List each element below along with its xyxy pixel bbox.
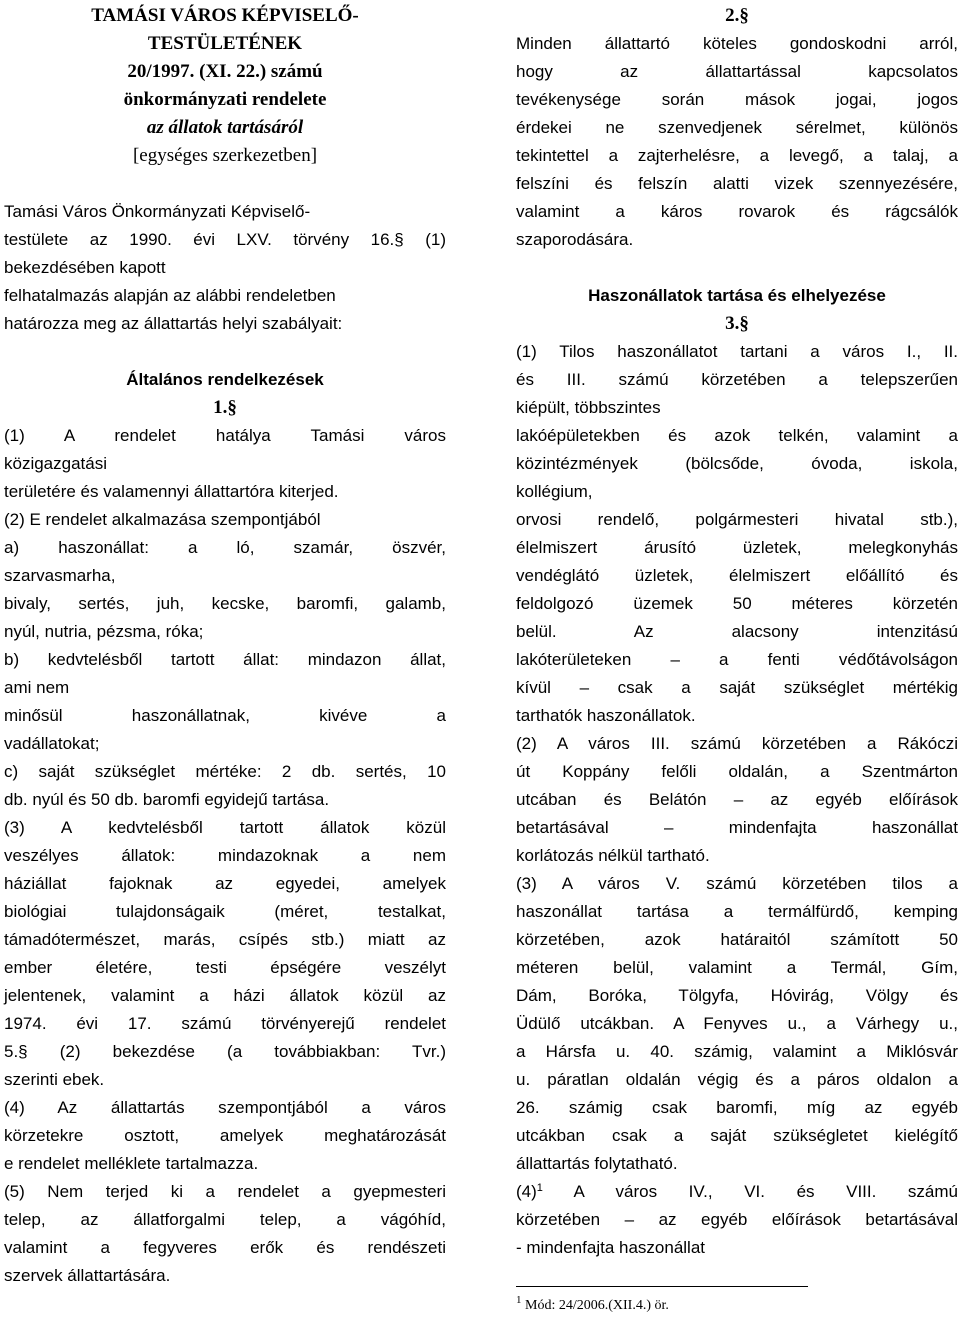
text-line: valamint a káros rovarok és rágcsálók bbox=[516, 202, 958, 221]
footnote-separator bbox=[516, 1286, 808, 1287]
text-line: veszélyes állatok: mindazoknak a nem bbox=[4, 846, 446, 865]
text-line: szarvasmarha, bbox=[4, 566, 116, 585]
footnote-marker: 1 bbox=[516, 1294, 522, 1306]
text-line: feldolgozó üzemek 50 méteres körzetén bbox=[516, 594, 958, 613]
preamble-line: felhatalmazás alapján az alábbi rendeletben bbox=[4, 286, 336, 305]
section-number: 2.§ bbox=[725, 5, 749, 26]
text-line: és III. számú körzetében a telepszerűen bbox=[516, 370, 958, 389]
section-number: 1.§ bbox=[213, 397, 237, 418]
text-line: (3) A város V. számú körzetében tilos a bbox=[516, 874, 958, 893]
text-line: Minden állattartó köteles gondoskodni arról, bbox=[516, 34, 958, 53]
section-number: 3.§ bbox=[725, 313, 749, 334]
text-line: valamint a fegyveres erők és rendészeti bbox=[4, 1238, 446, 1257]
text-line: u. páratlan oldalán végig és a páros oldalon a bbox=[516, 1070, 958, 1089]
preamble-line: bekezdésében kapott bbox=[4, 258, 166, 277]
text-line: közintézmények (bölcsőde, óvoda, iskola, bbox=[516, 454, 958, 473]
preamble-line: határozza meg az állattartás helyi szabályait: bbox=[4, 314, 343, 333]
text-line: e rendelet melléklete tartalmazza. bbox=[4, 1154, 259, 1173]
text-line: a Hársfa u. 40. számig, valamint a Miklósvár bbox=[516, 1042, 958, 1061]
text-line: méteren belül, valamint a Termál, Gím, bbox=[516, 958, 958, 977]
text-line: háziállat fajoknak az egyedei, amelyek bbox=[4, 874, 446, 893]
text-line: közigazgatási bbox=[4, 454, 108, 473]
text-line: jelentenek, valamint a házi állatok közül az bbox=[4, 986, 446, 1005]
text-line: lakóépületekben és azok telkén, valamint a bbox=[516, 426, 958, 445]
consolidated-note: [egységes szerkezetben] bbox=[132, 145, 318, 166]
text-line: orvosi rendelő, polgármesteri hivatal stb.), bbox=[516, 510, 958, 529]
text-line: (3) A kedvtelésből tartott állatok közül bbox=[4, 818, 446, 837]
text-line: körzetekre osztott, amelyek meghatározását bbox=[4, 1126, 446, 1145]
text-line: - mindenfajta haszonállat bbox=[516, 1238, 706, 1257]
footnote-reference[interactable]: 1 bbox=[536, 1182, 543, 1194]
text-line: (1) A rendelet hatálya Tamási város bbox=[4, 426, 446, 445]
text-line: Dám, Boróka, Tölgyfa, Hóvirág, Völgy és bbox=[516, 986, 958, 1005]
text-line: ember életére, testi épségére veszélyt bbox=[4, 958, 446, 977]
paragraph-number: (4) bbox=[516, 1182, 537, 1201]
text-line: kollégium, bbox=[516, 482, 593, 501]
paragraph-4-first-line bbox=[516, 1178, 958, 1206]
text-line: körzetében, azok határaitól számított 50 bbox=[516, 930, 958, 949]
text-line: Üdülő utcákban. A Fenyves u., a Várhegy u., bbox=[516, 1014, 958, 1033]
text-line: támadótermészet, marás, csípés stb.) miatt az bbox=[4, 930, 446, 949]
text-line: út Koppány felőli oldalán, a Szentmárton bbox=[516, 762, 958, 781]
text-line: nyúl, nutria, pézsma, róka; bbox=[4, 622, 204, 641]
title-line: TAMÁSI VÁROS KÉPVISELŐ- bbox=[91, 5, 359, 26]
title-line: önkormányzati rendelete bbox=[123, 89, 327, 110]
text-line: élelmiszert árusító üzletek, melegkonyhás bbox=[516, 538, 958, 557]
text-line: minősül haszonállatnak, kivéve a bbox=[4, 706, 446, 725]
text-line: szervek állattartására. bbox=[4, 1266, 171, 1285]
text-line: belül. Az alacsony intenzitású bbox=[516, 622, 958, 641]
text-line: tekintettel a zajterhelésre, a levegő, a talaj, a bbox=[516, 146, 958, 165]
paragraph-text: A város IV., VI. és VIII. számú bbox=[542, 1182, 958, 1201]
text-line: b) kedvtelésből tartott állat: mindazon állat, bbox=[4, 650, 446, 669]
text-line: felszíni és felszín alatti vizek szennyezésére, bbox=[516, 174, 958, 193]
text-line: tarthatók haszonállatok. bbox=[516, 706, 696, 725]
text-line: kívül – csak a saját szükséglet mértékig bbox=[516, 678, 958, 697]
text-line: utcában és Belátón – az egyéb előírások bbox=[516, 790, 958, 809]
text-line: állattartás folytatható. bbox=[516, 1154, 678, 1173]
text-line: ami nem bbox=[4, 678, 70, 697]
title-line: TESTÜLETÉNEK bbox=[147, 33, 303, 54]
text-line: hogy az állattartással kapcsolatos bbox=[516, 62, 958, 81]
text-line: vendéglátó üzletek, élelmiszert előállító és bbox=[516, 566, 958, 585]
text-line: (4) Az állattartás szempontjából a város bbox=[4, 1098, 446, 1117]
text-line: (2) A város III. számú körzetében a Rákóczi bbox=[516, 734, 958, 753]
preamble-line: testülete az 1990. évi LXV. törvény 16.§ (1) bbox=[4, 230, 446, 249]
footnote bbox=[516, 1294, 669, 1314]
text-line: lakóterületeken – a fenti védőtávolságon bbox=[516, 650, 958, 669]
text-line: haszonállat tartása a termálfürdő, kemping bbox=[516, 902, 958, 921]
text-line: tevékenysége során mások jogai, jogos bbox=[516, 90, 958, 109]
text-line: szerinti ebek. bbox=[4, 1070, 105, 1089]
text-line: a) haszonállat: a ló, szamár, öszvér, bbox=[4, 538, 446, 557]
text-line: szaporodására. bbox=[516, 230, 634, 249]
text-line: (5) Nem terjed ki a rendelet a gyepmesteri bbox=[4, 1182, 446, 1201]
text-line: (2) E rendelet alkalmazása szempontjából bbox=[4, 510, 321, 529]
footnote-text: Mód: 24/2006.(XII.4.) ör. bbox=[521, 1298, 669, 1313]
text-line: telep, az állatforgalmi telep, a vágóhíd, bbox=[4, 1210, 446, 1229]
text-line: kiépült, többszintes bbox=[516, 398, 661, 417]
text-line: 1974. évi 17. számú törvényerejű rendelet bbox=[4, 1014, 446, 1033]
text-line: betartásával – mindenfajta haszonállat bbox=[516, 818, 958, 837]
text-line: db. nyúl és 50 db. baromfi egyidejű tartása. bbox=[4, 790, 330, 809]
preamble-line: Tamási Város Önkormányzati Képviselő- bbox=[4, 202, 311, 221]
text-line: utcákban csak a saját szükségletet kielégítő bbox=[516, 1126, 958, 1145]
text-line: bivaly, sertés, juh, kecske, baromfi, galamb, bbox=[4, 594, 446, 613]
document-subtitle: az állatok tartásáról bbox=[146, 117, 304, 138]
section-heading: Haszonállatok tartása és elhelyezése bbox=[588, 286, 886, 305]
text-line: vadállatokat; bbox=[4, 734, 100, 753]
text-line: körzetében – az egyéb előírások betartásával bbox=[516, 1210, 958, 1229]
text-line: biológiai tulajdonságaik (méret, testalkat, bbox=[4, 902, 446, 921]
text-line: c) saját szükséglet mértéke: 2 db. sertés, 10 bbox=[4, 762, 446, 781]
title-line: 20/1997. (XI. 22.) számú bbox=[127, 61, 323, 82]
text-line: érdekei ne szenvedjenek sérelmet, különös bbox=[516, 118, 958, 137]
text-line: korlátozás nélkül tartható. bbox=[516, 846, 710, 865]
text-line: területére és valamennyi állattartóra kiterjed. bbox=[4, 482, 339, 501]
text-line: 5.§ (2) bekezdése (a továbbiakban: Tvr.) bbox=[4, 1042, 446, 1061]
section-heading: Általános rendelkezések bbox=[126, 370, 324, 389]
text-line: (1) Tilos haszonállatot tartani a város I., II. bbox=[516, 342, 958, 361]
text-line: 26. számig csak baromfi, míg az egyéb bbox=[516, 1098, 958, 1117]
